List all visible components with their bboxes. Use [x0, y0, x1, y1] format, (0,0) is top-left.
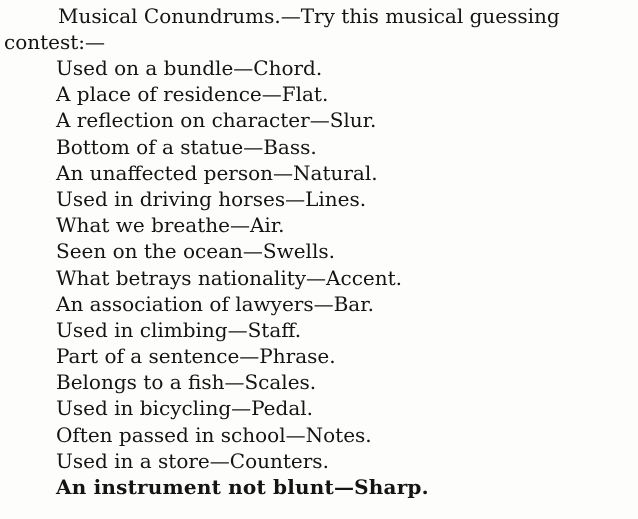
conundrum-item: Seen on the ocean—Swells. — [56, 239, 335, 264]
conundrum-item: Used in driving horses—Lines. — [56, 186, 367, 211]
conundrum-item: What we breathe—Air. — [56, 213, 285, 238]
intro-line-2: contest:— — [4, 30, 106, 55]
conundrum-item: Used in a store—Counters. — [56, 448, 329, 473]
conundrum-item: Bottom of a statue—Bass. — [56, 134, 317, 159]
conundrum-list — [56, 55, 626, 500]
conundrum-item: Belongs to a fish—Scales. — [56, 370, 317, 395]
conundrum-item: An instrument not blunt—Sharp. — [56, 475, 429, 499]
conundrum-item: Used in climbing—Staff. — [56, 317, 302, 342]
conundrum-item: An association of lawyers—Bar. — [56, 291, 374, 316]
conundrum-item: A place of residence—Flat. — [56, 82, 329, 107]
intro-line-1: Musical Conundrums.—Try this musical guessing — [58, 4, 560, 28]
conundrum-item: Often passed in school—Notes. — [56, 422, 372, 447]
conundrum-item: Used on a bundle—Chord. — [56, 56, 323, 80]
conundrum-item: What betrays nationality—Accent. — [56, 265, 403, 290]
intro-paragraph — [4, 3, 634, 55]
conundrum-item: Part of a sentence—Phrase. — [56, 344, 336, 369]
conundrum-item: A reflection on character—Slur. — [56, 108, 377, 133]
conundrum-item: Used in bicycling—Pedal. — [56, 396, 314, 421]
conundrum-item: An unaffected person—Natural. — [56, 160, 378, 185]
